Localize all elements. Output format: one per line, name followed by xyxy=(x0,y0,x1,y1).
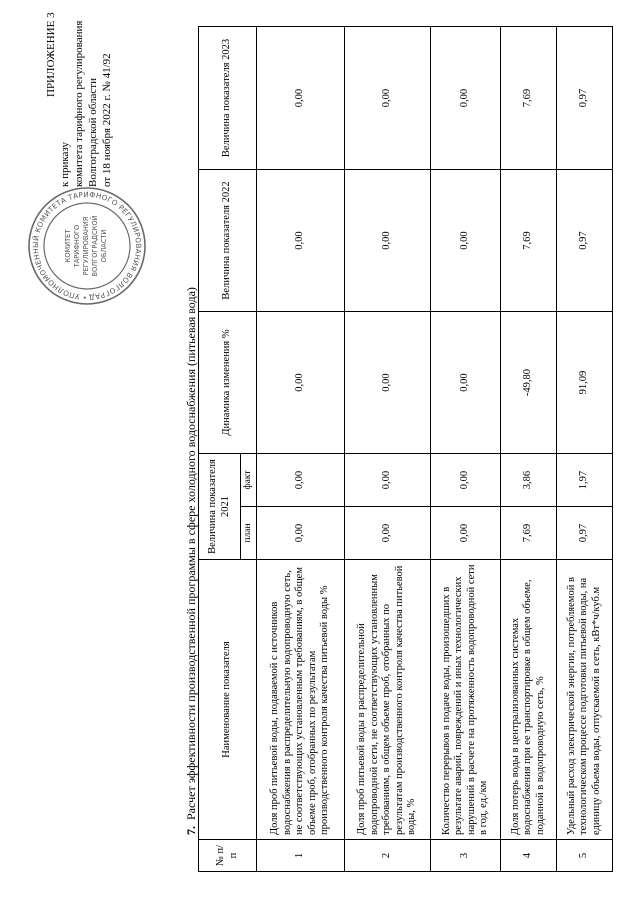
row-2022: 0,00 xyxy=(431,170,501,312)
header-value-2022: Величина показателя 2022 xyxy=(199,170,257,312)
table-row xyxy=(431,27,501,872)
official-stamp xyxy=(26,185,148,307)
svg-text:ТАРИФНОГО: ТАРИФНОГО xyxy=(73,224,81,268)
row-num: 1 xyxy=(257,840,345,872)
row-2023: 0,00 xyxy=(431,27,501,170)
header-name: Наименование показателя xyxy=(199,560,257,840)
row-name: Удельный расход электрической энергии, потребляемой в технологическом процессе подготовки питьевой воды, на единицу объема воды, отпускаемой в сеть, кВт*ч/куб.м xyxy=(557,560,613,840)
table-row xyxy=(501,27,557,872)
row-name: Доля проб питьевой воды в распределительной водопроводной сети, не соответствующих установленным требованиям, в общем объеме проб, отобранных по результатам производственного контроля качества питьевой воды, % xyxy=(345,560,431,840)
svg-text:РЕГУЛИРОВАНИЯ: РЕГУЛИРОВАНИЯ xyxy=(82,216,90,276)
row-plan: 0,00 xyxy=(345,507,431,560)
header-value-2021: Величина показателя 2021 xyxy=(199,454,241,560)
header-value-2023: Величина показателя 2023 xyxy=(199,27,257,170)
row-dynamics: 0,00 xyxy=(431,312,501,454)
row-num: 3 xyxy=(431,840,501,872)
svg-text:КОМИТЕТ: КОМИТЕТ xyxy=(64,229,72,263)
row-fact: 1,97 xyxy=(557,454,613,507)
appendix-label: ПРИЛОЖЕНИЕ 3 xyxy=(45,12,57,97)
row-fact: 0,00 xyxy=(345,454,431,507)
row-plan: 0,00 xyxy=(431,507,501,560)
row-name: Доля проб питьевой воды, подаваемой с источников водоснабжения в распределительную водопроводную сеть, не соответствующих установленным требованиям, в общем объеме проб, отобранных по результатам производственного контроля качества питьевой воды % xyxy=(257,560,345,840)
efficiency-table xyxy=(198,26,613,872)
svg-text:ВОЛГОГРАДСКОЙ: ВОЛГОГРАДСКОЙ xyxy=(91,215,99,277)
section-title xyxy=(184,15,198,835)
row-plan: 7,69 xyxy=(501,507,557,560)
row-2023: 0,97 xyxy=(557,27,613,170)
row-2023: 0,00 xyxy=(345,27,431,170)
section-number: 7. xyxy=(184,826,198,835)
row-fact: 3,86 xyxy=(501,454,557,507)
row-name: Количество перерывов в подаче воды, произошедших в результате аварий, повреждений и иных технологических нарушений в расчете на протяженность водопроводной сети в год, ед./км xyxy=(431,560,501,840)
row-dynamics: 91,09 xyxy=(557,312,613,454)
row-dynamics: 0,00 xyxy=(257,312,345,454)
row-2022: 0,97 xyxy=(557,170,613,312)
table-row xyxy=(345,27,431,872)
header-num: № п/п xyxy=(199,840,257,872)
stamp-seal-icon xyxy=(26,185,148,307)
row-name: Доля потерь воды в централизованных системах водоснабжения при ее транспортировке в общем объеме, поданной в водопроводную сеть, % xyxy=(501,560,557,840)
order-date: от 18 ноября 2022 г. № 41/92 xyxy=(101,53,113,187)
row-2022: 0,00 xyxy=(257,170,345,312)
row-dynamics: -49,80 xyxy=(501,312,557,454)
row-plan: 0,97 xyxy=(557,507,613,560)
row-2022: 0,00 xyxy=(345,170,431,312)
table-row xyxy=(257,27,345,872)
row-2023: 0,00 xyxy=(257,27,345,170)
row-2023: 7,69 xyxy=(501,27,557,170)
row-fact: 0,00 xyxy=(431,454,501,507)
header-plan: план xyxy=(241,507,257,560)
row-num: 4 xyxy=(501,840,557,872)
table-row xyxy=(557,27,613,872)
row-num: 2 xyxy=(345,840,431,872)
region-name: Волгоградской области xyxy=(87,78,99,187)
row-fact: 0,00 xyxy=(257,454,345,507)
svg-text:• УПОЛНОМОЧЕННЫЙ КОМИТЕТА ТАРИ: • УПОЛНОМОЧЕННЫЙ КОМИТЕТА ТАРИФНОГО РЕГУЛИРОВАНИЯ ВОЛГОГРАД xyxy=(30,189,144,303)
row-dynamics: 0,00 xyxy=(345,312,431,454)
order-ref: к приказу xyxy=(59,141,71,187)
committee-name: комитета тарифного регулирования xyxy=(73,20,85,187)
row-num: 5 xyxy=(557,840,613,872)
section-title-text: Расчет эффективности производственной программы в сфере холодного водоснабжения (питьевая вода) xyxy=(184,287,198,820)
row-2022: 7,69 xyxy=(501,170,557,312)
header-dynamics: Динамика изменения % xyxy=(199,312,257,454)
header-fact: факт xyxy=(241,454,257,507)
svg-text:ОБЛАСТИ: ОБЛАСТИ xyxy=(100,229,108,263)
row-plan: 0,00 xyxy=(257,507,345,560)
appendix-header xyxy=(44,12,114,187)
